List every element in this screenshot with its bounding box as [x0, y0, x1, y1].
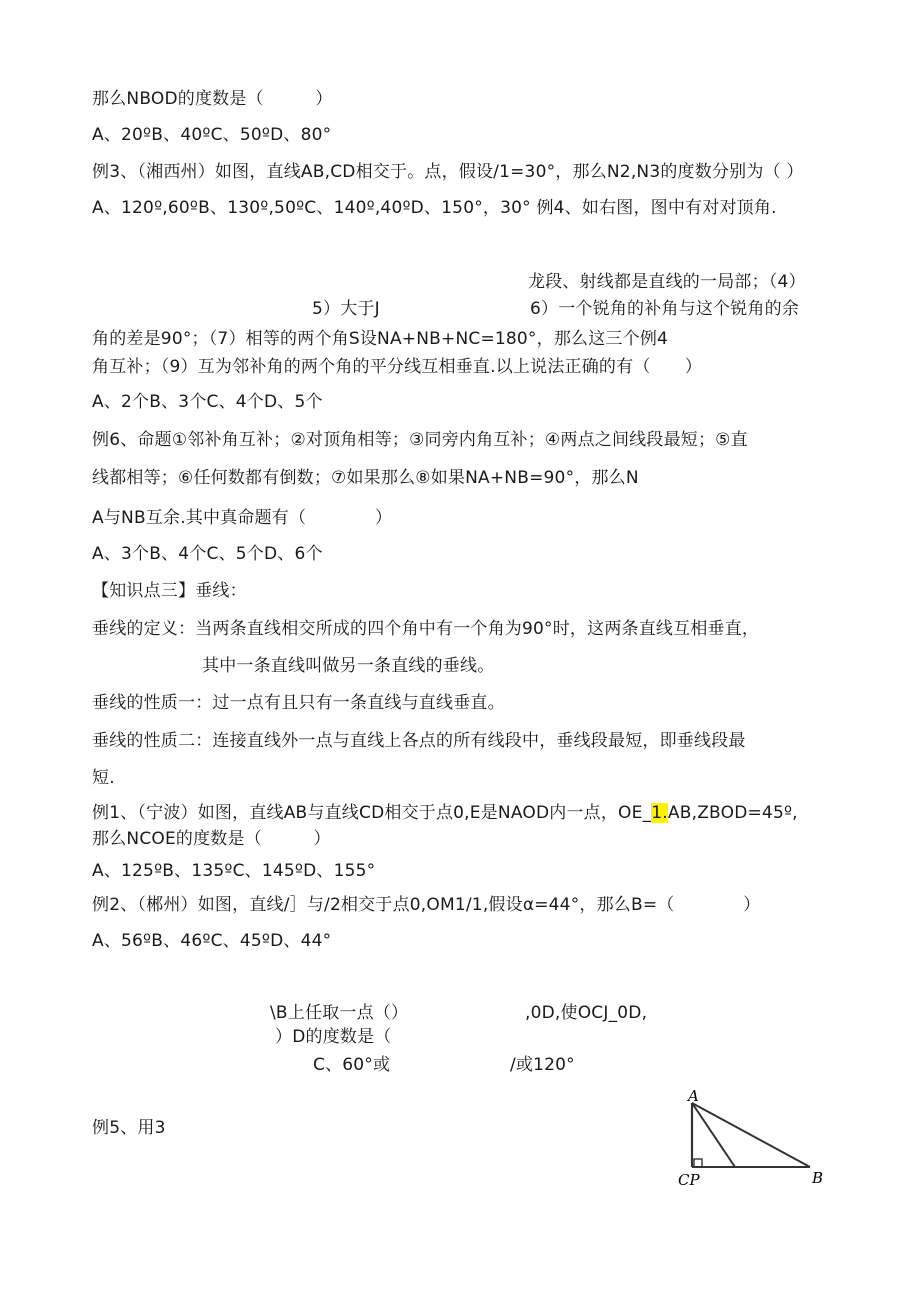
text-line — [92, 802, 798, 824]
text-line: A、3个B、4个C、5个D、6个 — [92, 544, 323, 564]
right-angle-mark — [694, 1159, 702, 1167]
side-ab — [692, 1103, 810, 1167]
label-a: A — [688, 1087, 699, 1105]
text-line: 例3、（湘西州）如图，直线AB,CD相交于。点，假设/1=30°，那么N2,N3的度数分别为（ ） — [92, 162, 804, 182]
highlight-mark: 1. — [651, 803, 668, 823]
text-line: /或120° — [510, 1055, 575, 1075]
text-line: 例5、用3 — [92, 1118, 166, 1138]
text-line: 龙段、射线都是直线的一局部；（4） — [528, 272, 806, 292]
text-line: A与NB互余.其中真命题有（ ） — [92, 508, 393, 528]
text-line: A、120º,60ºB、130º,50ºC、140º,40ºD、150°，30° 例4、如右图，图中有对对顶角. — [92, 198, 777, 218]
text-line: 6）一个锐角的补角与这个锐角的余 — [530, 299, 800, 319]
text-line: 垂线的定义：当两条直线相交所成的四个角中有一个角为90°时，这两条直线互相垂直， — [92, 619, 760, 639]
text-line: A、125ºB、135ºC、145ºD、155° — [92, 861, 376, 881]
text-line: ）D的度数是（ — [275, 1027, 392, 1047]
text-line: 角的差是90°；（7）相等的两个角S设NA+NB+NC=180°，那么这三个例4 — [92, 329, 669, 349]
text-line: A、56ºB、46ºC、45ºD、44° — [92, 931, 332, 951]
text-line: 其中一条直线叫做另一条直线的垂线。 — [202, 656, 495, 676]
text-line: A、20ºB、40ºC、50ºD、80° — [92, 125, 332, 145]
text-line: 线都相等；⑥任何数都有倒数；⑦如果那么⑧如果NA+NB=90°，那么N — [92, 468, 639, 488]
text-segment: 例1、（宁波）如图，直线AB与直线CD相交于点0,E是NAOD内一点，OE_ — [92, 803, 652, 823]
label-b: B — [812, 1169, 824, 1187]
text-line: ,0D,使OCJ_0D, — [525, 1003, 648, 1023]
text-line: 垂线的性质一：过一点有且只有一条直线与直线垂直。 — [92, 693, 505, 713]
text-line: 5）大于J — [312, 299, 380, 319]
text-segment: AB,ZBOD=45º, — [667, 803, 798, 823]
text-line: A、2个B、3个C、4个D、5个 — [92, 392, 323, 412]
text-line: 例6、命题①邻补角互补；②对顶角相等；③同旁内角互补；④两点之间线段最短；⑤直 — [92, 430, 748, 450]
text-line: 例2、（郴州）如图，直线/］与/2相交于点0,OM1/1,假设α=44°，那么B=（ ） — [92, 895, 761, 915]
text-line: 短. — [92, 768, 115, 788]
text-line: 角互补；（9）互为邻补角的两个角的平分线互相垂直.以上说法正确的有（ ） — [92, 357, 703, 377]
text-line: \B上任取一点（） — [270, 1003, 409, 1023]
triangle-figure — [670, 1085, 840, 1195]
text-line: 垂线的性质二：连接直线外一点与直线上各点的所有线段中，垂线段最短，即垂线段最 — [92, 731, 746, 751]
text-line: 那么NCOE的度数是（ ） — [92, 829, 331, 849]
segment-ap — [692, 1103, 735, 1167]
label-cp: CP — [678, 1171, 700, 1189]
text-line: 那么NBOD的度数是（ ） — [92, 89, 333, 109]
section-heading: 【知识点三】垂线： — [92, 581, 247, 601]
text-line: C、60°或 — [313, 1055, 391, 1075]
